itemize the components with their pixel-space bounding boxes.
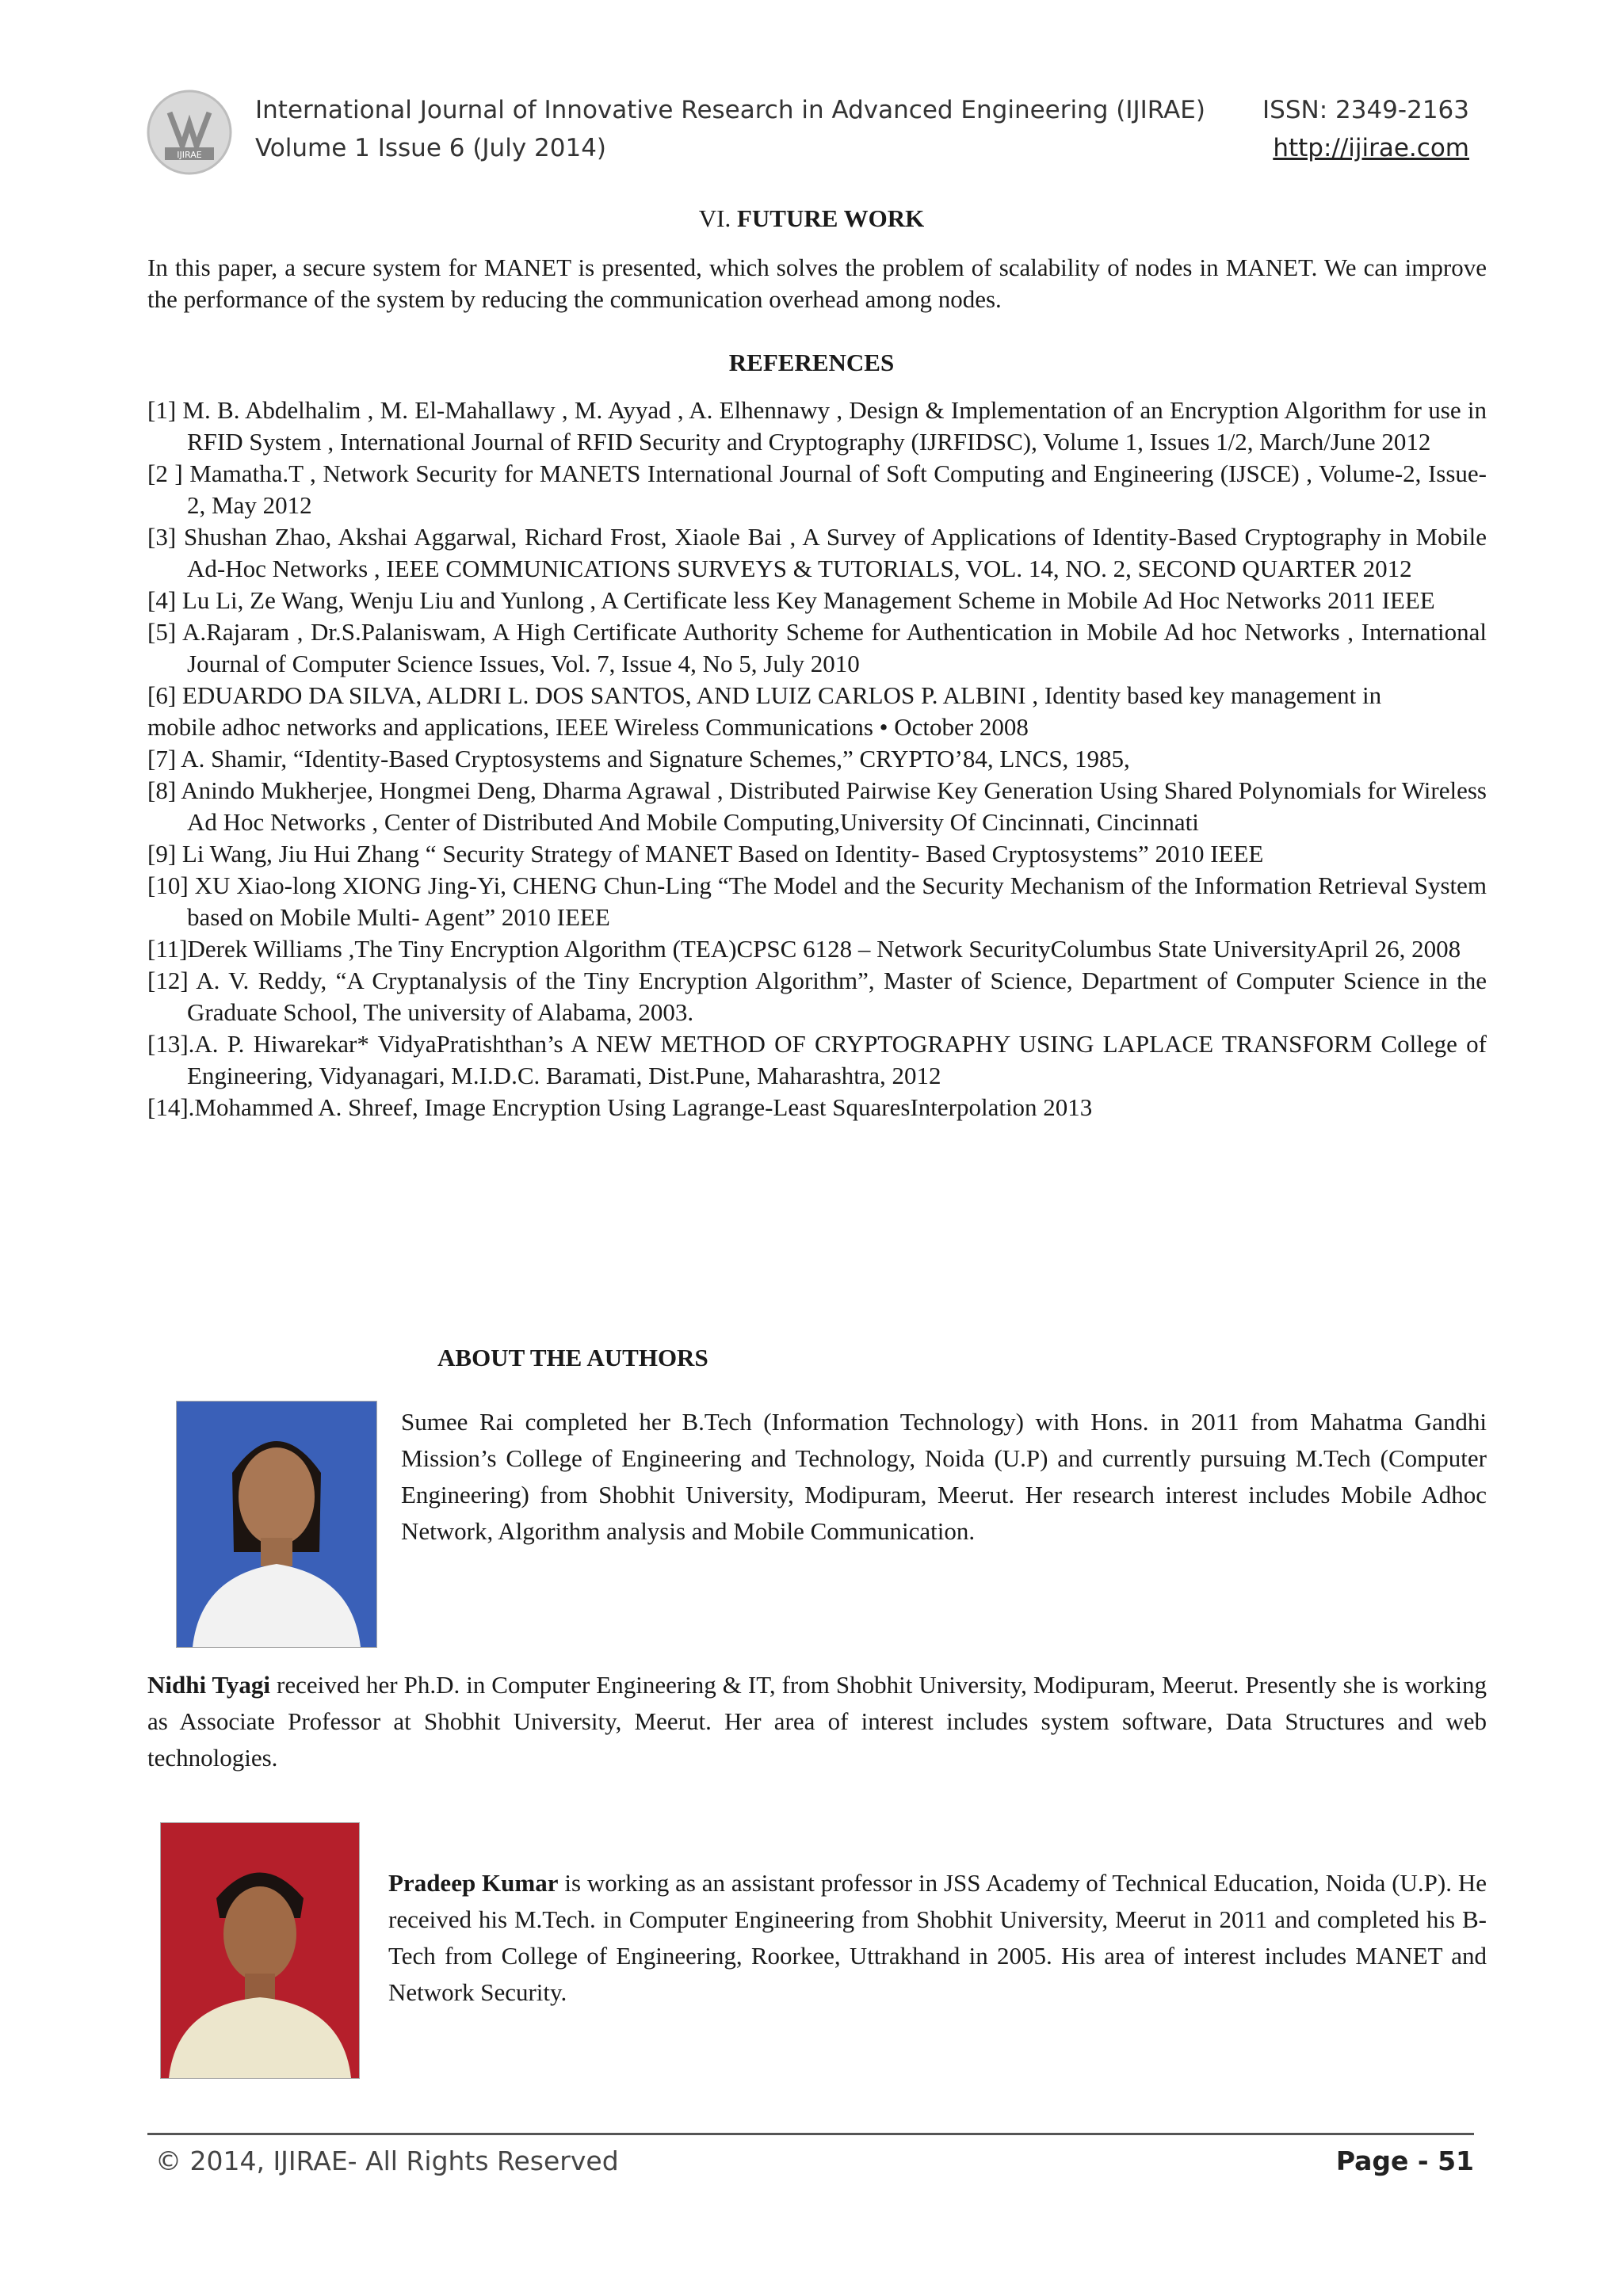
- journal-link[interactable]: http://ijirae.com: [1273, 134, 1469, 162]
- future-work-paragraph: In this paper, a secure system for MANET is presented, which solves the problem of scalability of nodes in MANET. We can improve the performance of the system by reducing the communication overhead among nodes.: [147, 254, 1487, 313]
- author-photo-pradeep-kumar: [160, 1822, 360, 2079]
- logo-text: IJIRAE: [177, 150, 202, 160]
- reference-item: [6] EDUARDO DA SILVA, ALDRI L. DOS SANTOS, AND LUIZ CARLOS P. ALBINI , Identity based key management in: [147, 681, 1382, 709]
- section-title: FUTURE WORK: [736, 204, 925, 232]
- reference-item: [4] Lu Li, Ze Wang, Wenju Liu and Yunlong , A Certificate less Key Management Scheme in Mobile Ad Hoc Networks 2011 IEEE: [147, 586, 1435, 614]
- footer-divider: [147, 2133, 1474, 2135]
- reference-item: [13].A. P. Hiwarekar* VidyaPratishthan’s A NEW METHOD OF CRYPTOGRAPHY USING LAPLACE TRANSFORM College of Engineering, Vidyanagari, M.I.D.C. Baramati, Dist.Pune, Maharashtra, 2012: [147, 1030, 1487, 1089]
- reference-list: [147, 395, 1487, 1123]
- volume-info: Volume 1 Issue 6 (July 2014): [255, 134, 607, 162]
- reference-item: mobile adhoc networks and applications, IEEE Wireless Communications • October 2008: [147, 713, 1029, 741]
- references-heading: REFERENCES: [728, 349, 895, 376]
- reference-item: [8] Anindo Mukherjee, Hongmei Deng, Dharma Agrawal , Distributed Pairwise Key Generation Using Shared Polynomials for Wireless Ad Hoc Networks , Center of Distributed And Mobile Computing,University Of Cincinnati, Cincinnati: [147, 776, 1487, 836]
- journal-title: International Journal of Innovative Research in Advanced Engineering (IJIRAE): [255, 96, 1205, 124]
- reference-item: [5] A.Rajaram , Dr.S.Palaniswam, A High Certificate Authority Scheme for Authentication in Mobile Ad hoc Networks , International Journal of Computer Science Issues, Vol. 7, Issue 4, No 5, July 2010: [147, 618, 1487, 677]
- author-name: Pradeep Kumar: [388, 1869, 559, 1897]
- author-photo-sumee-rai: [176, 1401, 377, 1648]
- issn: ISSN: 2349-2163: [1262, 96, 1469, 124]
- copyright: © 2014, IJIRAE- All Rights Reserved: [155, 2145, 619, 2176]
- author-bio-nidhi-tyagi: [147, 1667, 1487, 1776]
- journal-logo: [146, 89, 233, 176]
- page-number: Page - 51: [1335, 2145, 1474, 2176]
- reference-item: [1] M. B. Abdelhalim , M. El-Mahallawy , M. Ayyad , A. Elhennawy , Design & Implementation of an Encryption Algorithm for use in RFID System , International Journal of RFID Security and Cryptography (IJRFIDSC), Volume 1, Issues 1/2, March/June 2012: [147, 396, 1487, 456]
- reference-item: [14].Mohammed A. Shreef, Image Encryption Using Lagrange-Least SquaresInterpolation 2013: [147, 1093, 1093, 1121]
- authors-heading: ABOUT THE AUTHORS: [437, 1344, 708, 1371]
- reference-item: [12] A. V. Reddy, “A Cryptanalysis of the Tiny Encryption Algorithm”, Master of Science, Department of Computer Science in the Graduate School, The university of Alabama, 2003.: [147, 967, 1487, 1026]
- author-name: Nidhi Tyagi: [147, 1671, 271, 1699]
- section-number: VI.: [698, 204, 731, 232]
- reference-item: [11]Derek Williams ,The Tiny Encryption Algorithm (TEA)CPSC 6128 – Network SecurityColumbus State UniversityApril 26, 2008: [147, 935, 1461, 963]
- author-bio-text: received her Ph.D. in Computer Engineering & IT, from Shobhit University, Modipuram, Meerut. Presently she is working as Associate Professor at Shobhit University, Meerut. Her area of interest includes system software, Data Structures and web technologies.: [147, 1671, 1487, 1772]
- section-heading-future-work: [0, 204, 1623, 233]
- author-bio-text: is working as an assistant professor in JSS Academy of Technical Education, Noida (U.P). He received his M.Tech. in Computer Engineering from Shobhit University, Meerut in 2011 and completed his B-Tech from College of Engineering, Roorkee, Uttrakhand in 2005. His area of interest includes MANET and Network Security.: [388, 1869, 1487, 2006]
- reference-item: [3] Shushan Zhao, Akshai Aggarwal, Richard Frost, Xiaole Bai , A Survey of Applications of Identity-Based Cryptography in Mobile Ad-Hoc Networks , IEEE COMMUNICATIONS SURVEYS & TUTORIALS, VOL. 14, NO. 2, SECOND QUARTER 2012: [147, 523, 1487, 582]
- author-bio-sumee-rai: Sumee Rai completed her B.Tech (Information Technology) with Hons. in 2011 from Mahatma Gandhi Mission’s College of Engineering and Technology, Noida (U.P) and currently pursuing M.Tech (Computer Engineering) from Shobhit University, Modipuram, Meerut. Her research interest includes Mobile Adhoc Network, Algorithm analysis and Mobile Communication.: [401, 1408, 1487, 1545]
- reference-item: [10] XU Xiao-long XIONG Jing-Yi, CHENG Chun-Ling “The Model and the Security Mechanism of the Information Retrieval System based on Mobile Multi- Agent” 2010 IEEE: [147, 871, 1487, 931]
- reference-item: [9] Li Wang, Jiu Hui Zhang “ Security Strategy of MANET Based on Identity- Based Cryptosystems” 2010 IEEE: [147, 840, 1264, 868]
- reference-item: [2 ] Mamatha.T , Network Security for MANETS International Journal of Soft Computing and Engineering (IJSCE) , Volume-2, Issue-2, May 2012: [147, 460, 1487, 519]
- author-bio-pradeep-kumar: [388, 1865, 1487, 2011]
- reference-item: [7] A. Shamir, “Identity-Based Cryptosystems and Signature Schemes,” CRYPTO’84, LNCS, 1985,: [147, 745, 1130, 772]
